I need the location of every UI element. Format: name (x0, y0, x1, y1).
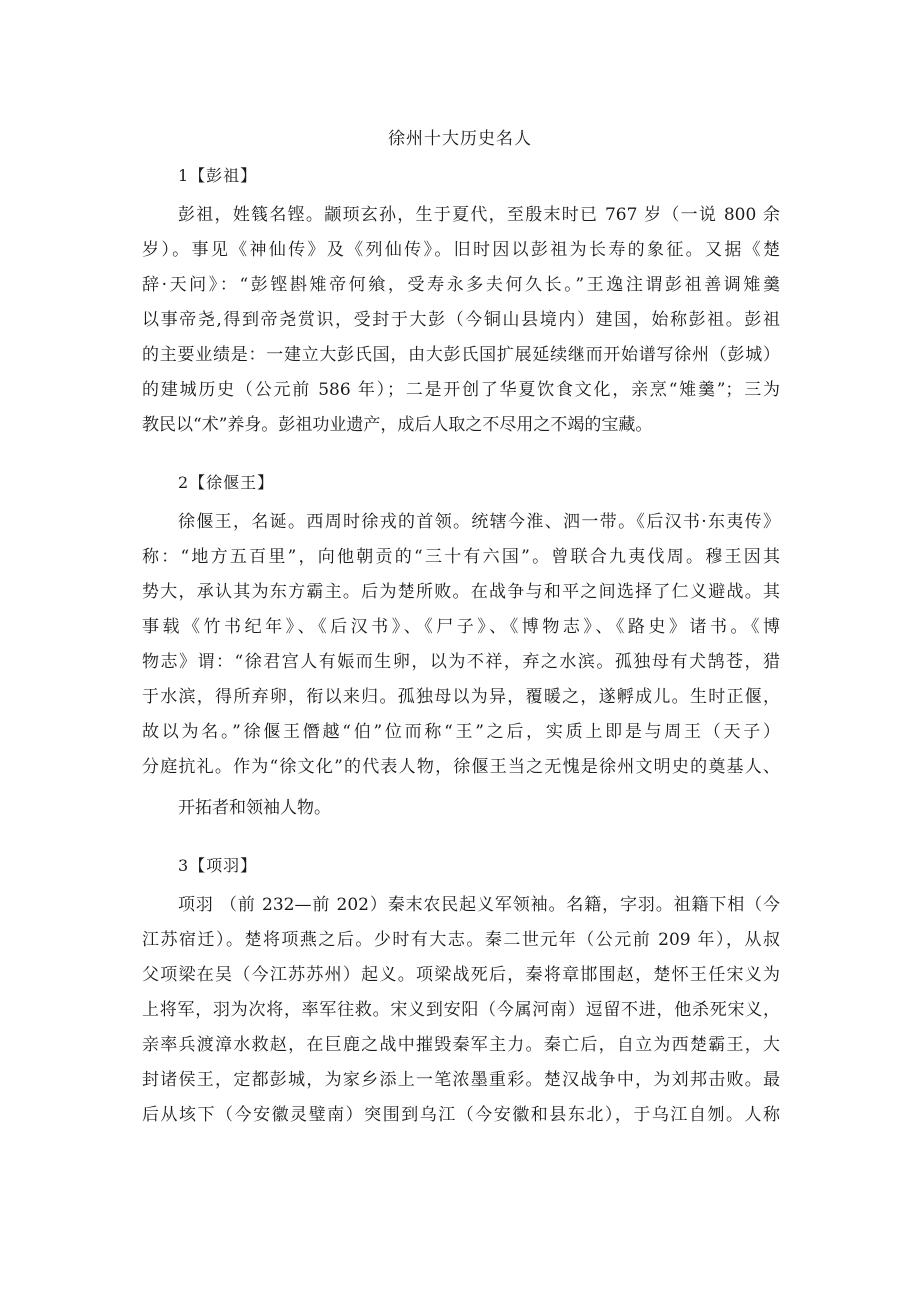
paragraph-line: 分庭抗礼。作为“徐文化”的代表人物，徐偃王当之无愧是徐州文明史的奠基人、 (142, 757, 780, 777)
paragraph-line: 上将军，羽为次将，率军往救。宋义到安阳（今属河南）逗留不进，他杀死宋义， (142, 1000, 780, 1020)
paragraph-line: 的主要业绩是：一建立大彭氏国，由大彭氏国扩展延续继而开始谱写徐州（彭城） (142, 345, 780, 365)
paragraph-line: 物志》谓：“徐君宫人有娠而生卵，以为不祥，弃之水滨。孤独母有犬鹄苍，猎 (142, 652, 780, 672)
paragraph-line: 称：“地方五百里”，向他朝贡的“三十有六国”。曾联合九夷伐周。穆王因其 (142, 547, 780, 567)
paragraph-line: 的建城历史（公元前 586 年）；二是开创了华夏饮食文化，亲烹“雉羹”；三为 (142, 380, 780, 400)
paragraph-line: 徐偃王，名诞。西周时徐戎的首领。统辖今淮、泗一带。《后汉书·东夷传》 (178, 512, 780, 532)
paragraph-line: 事载《竹书纪年》、《后汉书》、《尸子》、《博物志》、《路史》诸书。《博 (142, 617, 780, 637)
paragraph-line: 辞·天问》：“彭铿斟雉帝何飨，受寿永多夫何久长。”王逸注谓彭祖善调雉羹 (142, 275, 780, 295)
paragraph-line: 于水滨，得所弃卵，衔以来归。孤独母以为异，覆暖之，遂孵成儿。生时正偃， (142, 687, 780, 707)
paragraph-line: 后从垓下（今安徽灵璧南）突围到乌江（今安徽和县东北），于乌江自刎。人称 (142, 1105, 780, 1125)
section-heading-pengzu: 1【彭祖】 (178, 166, 258, 185)
paragraph-line: 封诸侯王，定都彭城，为家乡添上一笔浓墨重彩。楚汉战争中，为刘邦击败。最 (142, 1070, 780, 1090)
paragraph-line: 江苏宿迁）。楚将项燕之后。少时有大志。秦二世元年（公元前 209 年），从叔 (142, 930, 780, 950)
paragraph-line: 开拓者和领袖人物。 (178, 798, 331, 818)
paragraph-line: 岁）。事见《神仙传》及《列仙传》。旧时因以彭祖为长寿的象征。又据《楚 (142, 240, 780, 260)
paragraph-line: 项羽 （前 232—前 202）秦末农民起义军领袖。名籍，字羽。祖籍下相（今 (178, 895, 780, 915)
section-heading-xiang-yu: 3【项羽】 (178, 856, 258, 875)
section-heading-xu-yanwang: 2【徐偃王】 (178, 473, 275, 492)
paragraph-line: 父项梁在吴（今江苏苏州）起义。项梁战死后，秦将章邯围赵，楚怀王任宋义为 (142, 965, 780, 985)
paragraph-line: 教民以“术”养身。彭祖功业遗产，成后人取之不尽用之不竭的宝藏。 (142, 415, 653, 435)
paragraph-line: 势大，承认其为东方霸主。后为楚所败。在战争与和平之间选择了仁义避战。其 (142, 582, 780, 602)
paragraph-line: 以事帝尧,得到帝尧赏识，受封于大彭（今铜山县境内）建国，始称彭祖。彭祖 (142, 310, 780, 330)
document-title: 徐州十大历史名人 (388, 129, 532, 149)
paragraph-line: 彭祖，姓篯名铿。颛顼玄孙，生于夏代，至殷末时已 767 岁（一说 800 余 (178, 205, 780, 225)
paragraph-line: 故以为名。”徐偃王僭越“伯”位而称“王”之后，实质上即是与周王（天子） (142, 722, 780, 742)
paragraph-line: 亲率兵渡漳水救赵，在巨鹿之战中摧毁秦军主力。秦亡后，自立为西楚霸王，大 (142, 1035, 780, 1055)
